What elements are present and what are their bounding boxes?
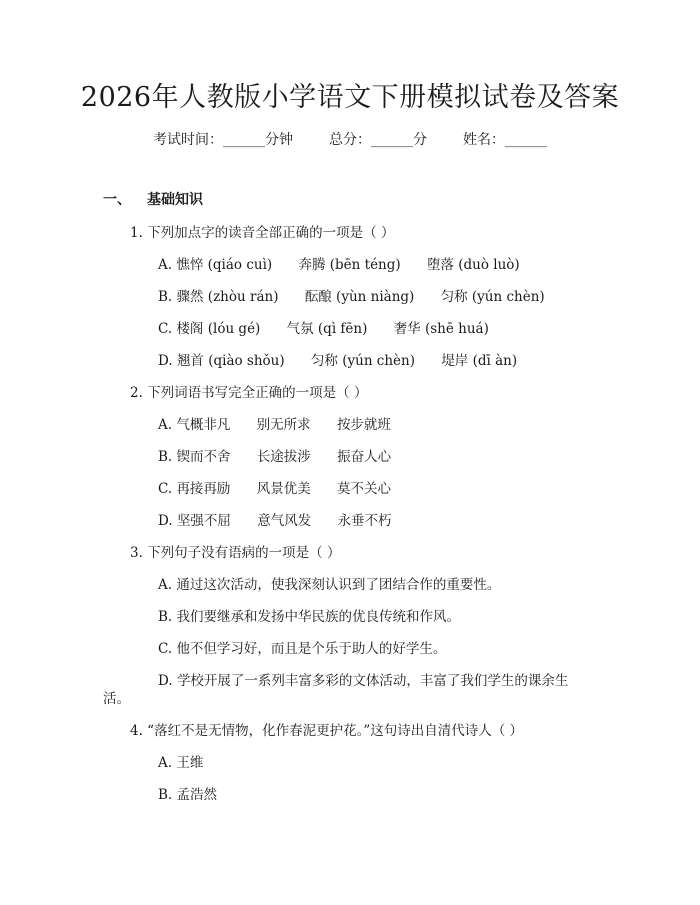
option-item: 奢华 (shē huá): [393, 321, 489, 337]
question-2-option-b: [158, 447, 413, 467]
question-3-option-a: [158, 575, 500, 595]
exam-info: [0, 130, 700, 150]
option-item: 匀称 (yún chèn): [310, 353, 416, 369]
question-4-stem: 4. “落红不是无情物，化作春泥更护花。”这句诗出自清代诗人（ ）: [130, 723, 524, 739]
option-item: 气氛 (qì fēn): [286, 321, 368, 337]
section-title: 基础知识: [147, 192, 203, 208]
option-label: B.: [158, 609, 173, 625]
question-2-stem: 2. 下列词语书写完全正确的一项是（ ）: [130, 385, 368, 401]
option-label: B.: [158, 787, 173, 803]
option-item: 按步就班: [336, 417, 391, 433]
student-name-field: 姓名：______: [463, 132, 547, 148]
option-label: A.: [158, 257, 173, 273]
question-3-option-d-continuation: 活。: [103, 691, 130, 707]
option-text: 孟浩然: [176, 787, 218, 803]
question-1-option-d: [158, 351, 539, 371]
option-text: 学校开展了一系列丰富多彩的文体活动，丰富了我们学生的课余生: [176, 673, 569, 689]
option-text: 他不但学习好，而且是个乐于助人的好学生。: [176, 641, 447, 657]
question-2-option-a: [158, 415, 413, 435]
question-1-option-c: [158, 319, 511, 339]
option-label: D.: [158, 353, 173, 369]
question-1-option-a: [158, 255, 542, 275]
question-3-stem: 3. 下列句子没有语病的一项是（ ）: [130, 545, 341, 561]
option-item: 堤岸 (dī àn): [441, 353, 518, 369]
option-item: 振奋人心: [337, 449, 392, 465]
option-item: 骤然 (zhòu rán): [176, 289, 279, 305]
option-label: B.: [158, 449, 173, 465]
option-item: 永垂不朽: [337, 513, 392, 529]
option-label: C.: [158, 481, 173, 497]
section-heading: [103, 190, 203, 210]
option-item: 莫不关心: [337, 481, 392, 497]
option-label: C.: [158, 321, 173, 337]
option-item: 气概非凡: [176, 417, 231, 433]
option-item: 再接再励: [176, 481, 231, 497]
question-2-option-d: [158, 511, 414, 531]
option-item: 坚强不屈: [176, 513, 231, 529]
option-item: 长途拔涉: [256, 449, 311, 465]
question-3-option-b: [158, 607, 460, 627]
page-title: 2026年人教版小学语文下册模拟试卷及答案: [80, 82, 620, 113]
option-item: 酝酿 (yùn niàng): [304, 289, 415, 305]
option-text: 王维: [176, 755, 204, 771]
option-item: 翘首 (qiào shǒu): [176, 353, 285, 369]
option-text: 我们要继承和发扬中华民族的优良传统和作风。: [176, 609, 461, 625]
option-label: B.: [158, 289, 173, 305]
option-item: 锲而不舍: [176, 449, 231, 465]
option-item: 意气风发: [257, 513, 312, 529]
option-label: D.: [158, 513, 173, 529]
option-item: 奔腾 (bēn téng): [298, 257, 401, 273]
question-3-option-c: [158, 639, 446, 659]
option-label: A.: [158, 417, 173, 433]
total-score-field: 总分：______分: [329, 132, 427, 148]
option-label: C.: [158, 641, 173, 657]
option-item: 楼阁 (lóu gé): [176, 321, 261, 337]
exam-time-field: 考试时间：______分钟: [153, 132, 293, 148]
section-number: 一、: [103, 192, 131, 208]
option-item: 堕落 (duò luò): [426, 257, 520, 273]
option-text: 通过这次活动，使我深刻认识到了团结合作的重要性。: [176, 577, 501, 593]
question-2-option-c: [158, 479, 413, 499]
option-label: A.: [158, 755, 173, 771]
question-1-stem: 1. 下列加点字的读音全部正确的一项是（ ）: [130, 225, 395, 241]
question-4-option-b: [158, 785, 217, 805]
option-item: 匀称 (yún chèn): [440, 289, 545, 305]
question-3-option-d: [158, 671, 568, 691]
question-1-option-b: [158, 287, 567, 307]
question-4-option-a: [158, 753, 203, 773]
option-item: 风景优美: [256, 481, 311, 497]
option-item: 憔悴 (qiáo cuì): [176, 257, 273, 273]
option-label: D.: [158, 673, 173, 689]
option-item: 别无所求: [256, 417, 311, 433]
option-label: A.: [158, 577, 173, 593]
